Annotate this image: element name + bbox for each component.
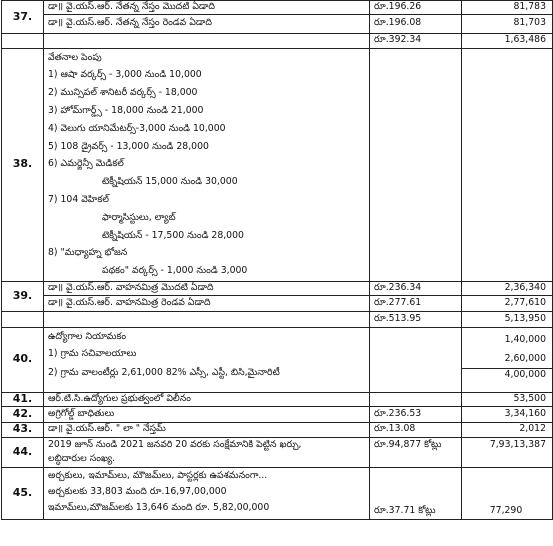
description-line: ఫార్మాసిస్టులు, ల్యాబ్: [102, 211, 176, 223]
beneficiaries-cell: 7,93,13,387: [462, 437, 553, 467]
description-line: 4) వెలుగు యానిమేటర్స్-3,000 నుండి 10,000: [48, 122, 226, 134]
serial-number: 45.: [2, 467, 44, 519]
description-line: లబ్ధిదారుల సంఖ్య.: [48, 452, 116, 464]
amount-cell: రూ.236.34: [370, 281, 462, 295]
beneficiaries-total-cell: 5,13,950: [462, 311, 553, 327]
serial-number: 41.: [2, 392, 44, 406]
description-line: 5) 108 డ్రైవర్స్ - 13,000 నుండి 28,000: [48, 140, 209, 152]
amount-cell: రూ.13.08: [370, 422, 462, 437]
amount-cell: రూ.94,877 కోట్లు: [370, 437, 462, 467]
amount-cell: రూ.196.08: [370, 14, 462, 33]
serial-number: 44.: [2, 437, 44, 467]
beneficiaries-cell: 2,77,610: [462, 295, 553, 311]
empty-cell: [370, 48, 462, 281]
beneficiaries-cell: 53,500: [462, 392, 553, 406]
table-row-37-total: [2, 33, 553, 48]
beneficiaries-total-line: 4,00,000: [462, 368, 552, 381]
description-line: 1) ఆషా వర్కర్స్ - 3,000 నుండి 10,000: [48, 69, 202, 81]
description-line: 6) ఎమర్జెన్సీ మెడికల్: [48, 158, 124, 170]
serial-number: 42.: [2, 406, 44, 422]
description-line: టెక్నీషియన్ - 17,500 నుండి 28,000: [102, 229, 244, 241]
empty-cell: [44, 33, 370, 48]
serial-number: 40.: [2, 327, 44, 392]
description-line: ఇమామ్‌లు,మౌజమ్‌లకు 13,646 మంది రూ. 5,82,00,000: [48, 501, 270, 513]
description-line: వేతనాల పెంపు: [48, 51, 102, 63]
welfare-schemes-table: [1, 0, 553, 520]
beneficiaries-line: 1,40,000: [504, 333, 546, 345]
beneficiaries-cell: 81,703: [462, 14, 553, 33]
serial-number: 39.: [2, 281, 44, 311]
description-line: డా॥ వై.యస్.ఆర్. వాహనమిత్ర రెండవ ఏడాది: [44, 295, 370, 311]
beneficiaries-cell: 77,290: [462, 467, 553, 519]
description-line: 2019 జూన్ నుండి 2021 జనవరి 20 వరకు సంక్షేమానికి పెట్టిన ఖర్చు,: [48, 438, 302, 450]
serial-number: 43.: [2, 422, 44, 437]
description-line: 1) గ్రామ సచివాలయాలు: [48, 347, 137, 359]
amount-cell: రూ.236.53: [370, 406, 462, 422]
beneficiaries-total-cell: 1,63,486: [462, 33, 553, 48]
amount-cell: రూ.37.71 కోట్లు: [370, 467, 462, 519]
table-row-37: [2, 1, 553, 15]
empty-cell: [462, 48, 553, 281]
empty-cell: [44, 311, 370, 327]
amount-total-cell: రూ.392.34: [370, 33, 462, 48]
table-row-44: [2, 437, 553, 467]
serial-number: 38.: [2, 48, 44, 281]
beneficiaries-cell: 2,36,340: [462, 281, 553, 295]
description-line: డా॥ వై.యస్.ఆర్. నేతన్న నేస్తం రెండవ ఏడాది: [44, 14, 370, 33]
description-line: టెక్నీషియన్ 15,000 నుండి 30,000: [102, 176, 238, 188]
beneficiaries-cell: 3,34,160: [462, 406, 553, 422]
description-cell: [44, 327, 370, 392]
beneficiaries-cell: 81,783: [462, 1, 553, 15]
beneficiaries-cell: 2,012: [462, 422, 553, 437]
description-line: 2) గ్రామ వాలంటీర్లు 2,61,000 82% ఎస్సీ, ఎస్టీ, బిసి,మైనారిటీ: [48, 366, 280, 378]
amount-total-cell: రూ.513.95: [370, 311, 462, 327]
beneficiaries-line: 2,60,000: [504, 352, 546, 364]
description-line: అగ్రిగోల్డ్ బాధితులు: [44, 406, 370, 422]
description-line: 2) మున్సిపల్ శానిటరీ వర్కర్స్ - 18,000: [48, 87, 198, 99]
description-cell: [44, 48, 370, 281]
empty-cell: [370, 327, 462, 392]
amount-cell: రూ.196.26: [370, 1, 462, 15]
description-line: 8) "మధ్యాహ్న భోజన: [48, 247, 128, 259]
table-row-39b: [2, 295, 553, 311]
table-row-41: [2, 392, 553, 406]
description-line: పథకం" వర్కర్స్ - 1,000 నుండి 3,000: [102, 265, 248, 277]
description-cell: [44, 467, 370, 519]
description-line: 7) 104 వెహికల్: [48, 193, 109, 205]
description-line: అర్చకులకు 33,803 మంది రూ.16,97,00,000: [48, 485, 227, 497]
table-row-38: [2, 48, 553, 281]
description-cell: [44, 437, 370, 467]
description-line: ఆర్.టి.సి.ఉద్యోగుల ప్రభుత్వంలో విలీనం: [44, 392, 370, 406]
description-line: ఉద్యోగాల నియామకం: [48, 330, 127, 342]
beneficiaries-cell: [462, 327, 553, 392]
description-line: డా॥ వై.యస్.ఆర్. నేతన్న నేస్తం మొదటి ఏడాది: [44, 1, 370, 15]
table-row-40: [2, 327, 553, 392]
table-row-42: [2, 406, 553, 422]
empty-cell: [2, 33, 44, 48]
table-row-39-total: [2, 311, 553, 327]
table-row-45: [2, 467, 553, 519]
description-line: అర్చకులు, ఇమామ్‌లు, మౌజమ్‌లు, పాస్టర్లకు ఉపశమనంగా...: [48, 469, 268, 481]
table-row-37b: [2, 14, 553, 33]
serial-number: 37.: [2, 1, 44, 34]
amount-cell: [370, 392, 462, 406]
amount-cell: రూ.277.61: [370, 295, 462, 311]
table-row-43: [2, 422, 553, 437]
description-line: 3) హోమ్‌గార్డ్స్ - 18,000 నుండి 21,000: [48, 104, 204, 116]
description-line: డా॥ వై.యస్.ఆర్. వాహనమిత్ర మొదటి ఏడాది: [44, 281, 370, 295]
empty-cell: [2, 311, 44, 327]
description-line: డా॥ వై.యస్.ఆర్. " లా " నేస్తమ్: [44, 422, 370, 437]
table-row-39: [2, 281, 553, 295]
